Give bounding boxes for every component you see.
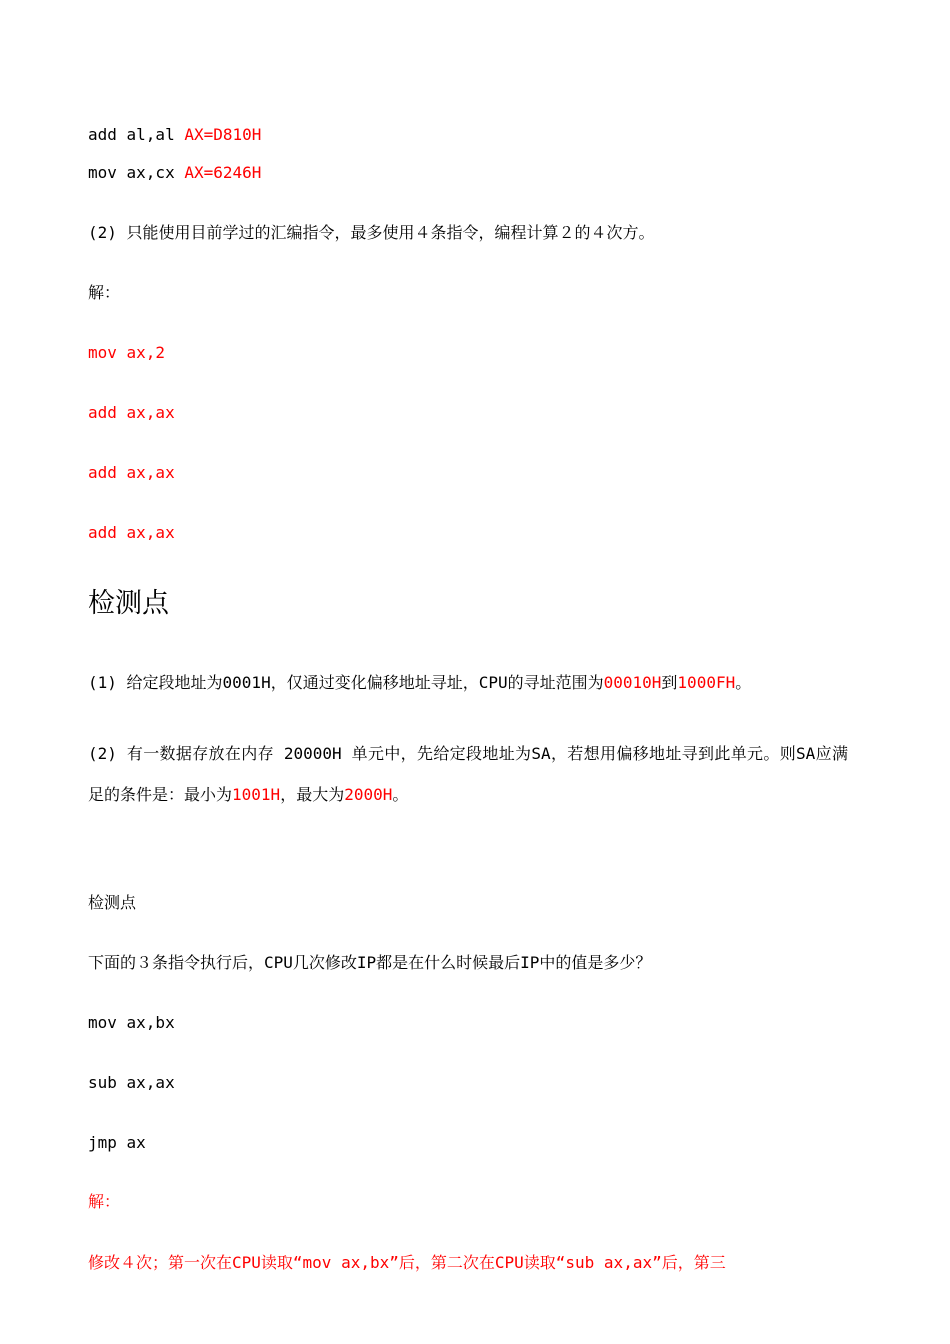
code-line [88,163,261,183]
answer-code-line: add ax,ax [88,463,175,482]
section-heading: 检测点 [88,588,169,619]
answer-value: 2000H [344,785,393,804]
paragraph-text: 。 [735,673,752,692]
answer-label: 解： [88,283,121,302]
paragraph [88,673,751,693]
code-instr: add al,al [88,125,175,144]
answer-value: 00010H [603,673,662,692]
code-result: AX=D810H [184,125,262,144]
question-text: (2) 只能使用目前学过的汇编指令，最多使用４条指令，编程计算２的４次方。 [88,223,655,242]
code-line: jmp ax [88,1133,146,1152]
code-result: AX=6246H [184,163,262,182]
answer-code-line: mov ax,2 [88,343,166,362]
paragraph-text: 到 [661,673,678,692]
answer-value: 1000FH [677,673,736,692]
code-line: mov ax,bx [88,1013,175,1032]
paragraph-text: 。 [392,785,409,804]
paragraph-text: ，最大为 [280,785,345,804]
paragraph-text: (2) 有一数据存放在内存 20000H 单元中，先给定段地址为SA，若想用偏移地址寻到此单元。则SA应满足的条件是：最小为 [88,744,848,804]
answer-value: 1001H [232,785,281,804]
section-heading: 检测点 [88,893,137,912]
question-text: 下面的３条指令执行后，CPU几次修改IP都是在什么时候最后IP中的值是多少？ [88,953,652,972]
answer-label: 解： [88,1192,121,1211]
answer-text: 修改４次；第一次在CPU读取“mov ax,bx”后，第二次在CPU读取“sub ax,ax”后，第三 [88,1253,726,1272]
answer-code-line: add ax,ax [88,523,175,542]
code-line [88,125,261,145]
code-instr: mov ax,cx [88,163,175,182]
code-line: sub ax,ax [88,1073,175,1092]
answer-code-line: add ax,ax [88,403,175,422]
paragraph-text: (1) 给定段地址为0001H，仅通过变化偏移地址寻址，CPU的寻址范围为 [88,673,604,692]
paragraph [88,733,848,815]
